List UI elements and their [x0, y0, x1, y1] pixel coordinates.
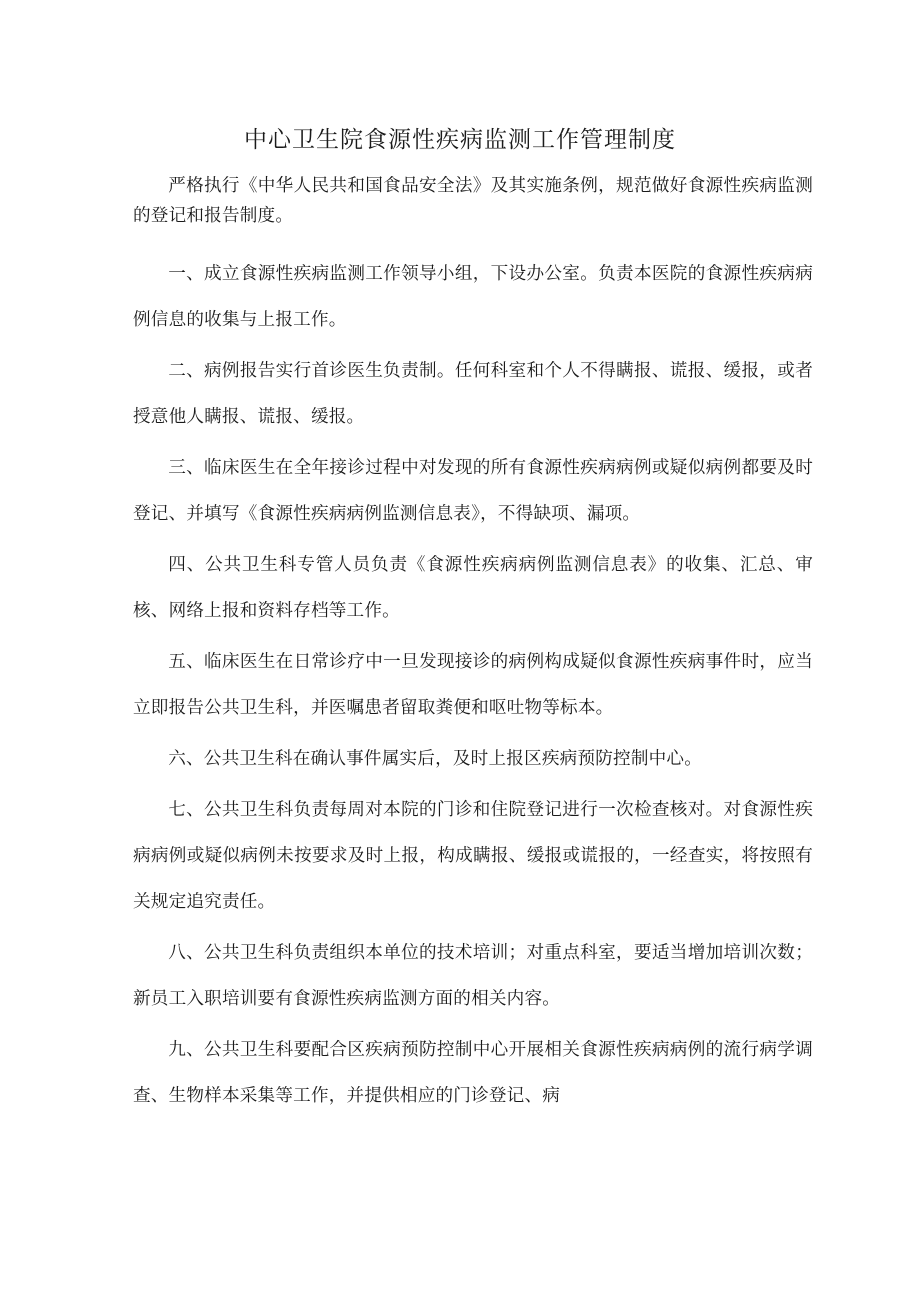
- paragraph-item-2: 二、病例报告实行首诊医生负责制。任何科室和个人不得瞒报、谎报、缓报，或者授意他人瞒报、谎报、缓报。: [133, 361, 813, 427]
- paragraph-item-5: 五、临床医生在日常诊疗中一旦发现接诊的病例构成疑似食源性疾病事件时，应当立即报告公共卫生科，并医嘱患者留取粪便和呕吐物等标本。: [133, 652, 813, 718]
- document-title: 中心卫生院食源性疾病监测工作管理制度: [244, 127, 676, 153]
- paragraph-item-6: 六、公共卫生科在确认事件属实后，及时上报区疾病预防控制中心。: [168, 749, 703, 769]
- paragraph-item-1: 一、成立食源性疾病监测工作领导小组，下设办公室。负责本医院的食源性疾病病例信息的收集与上报工作。: [133, 264, 813, 330]
- paragraph-item-4: 四、公共卫生科专管人员负责《食源性疾病病例监测信息表》的收集、汇总、审核、网络上报和资料存档等工作。: [133, 555, 813, 621]
- paragraph-item-3: 三、临床医生在全年接诊过程中对发现的所有食源性疾病病例或疑似病例都要及时登记、并填写《食源性疾病病例监测信息表》，不得缺项、漏项。: [133, 458, 813, 524]
- paragraph-item-9: 九、公共卫生科要配合区疾病预防控制中心开展相关食源性疾病病例的流行病学调查、生物样本采集等工作，并提供相应的门诊登记、病: [133, 1040, 813, 1106]
- paragraph-item-8: 八、公共卫生科负责组织本单位的技术培训；对重点科室，要适当增加培训次数；新员工入职培训要有食源性疾病监测方面的相关内容。: [133, 943, 813, 1009]
- paragraph-intro: 严格执行《中华人民共和国食品安全法》及其实施条例，规范做好食源性疾病监测的登记和报告制度。: [133, 176, 813, 226]
- paragraph-item-7: 七、公共卫生科负责每周对本院的门诊和住院登记进行一次检查核对。对食源性疾病病例或疑似病例未按要求及时上报，构成瞒报、缓报或谎报的，一经查实，将按照有关规定追究责任。: [133, 800, 813, 912]
- document-body: [133, 171, 813, 1124]
